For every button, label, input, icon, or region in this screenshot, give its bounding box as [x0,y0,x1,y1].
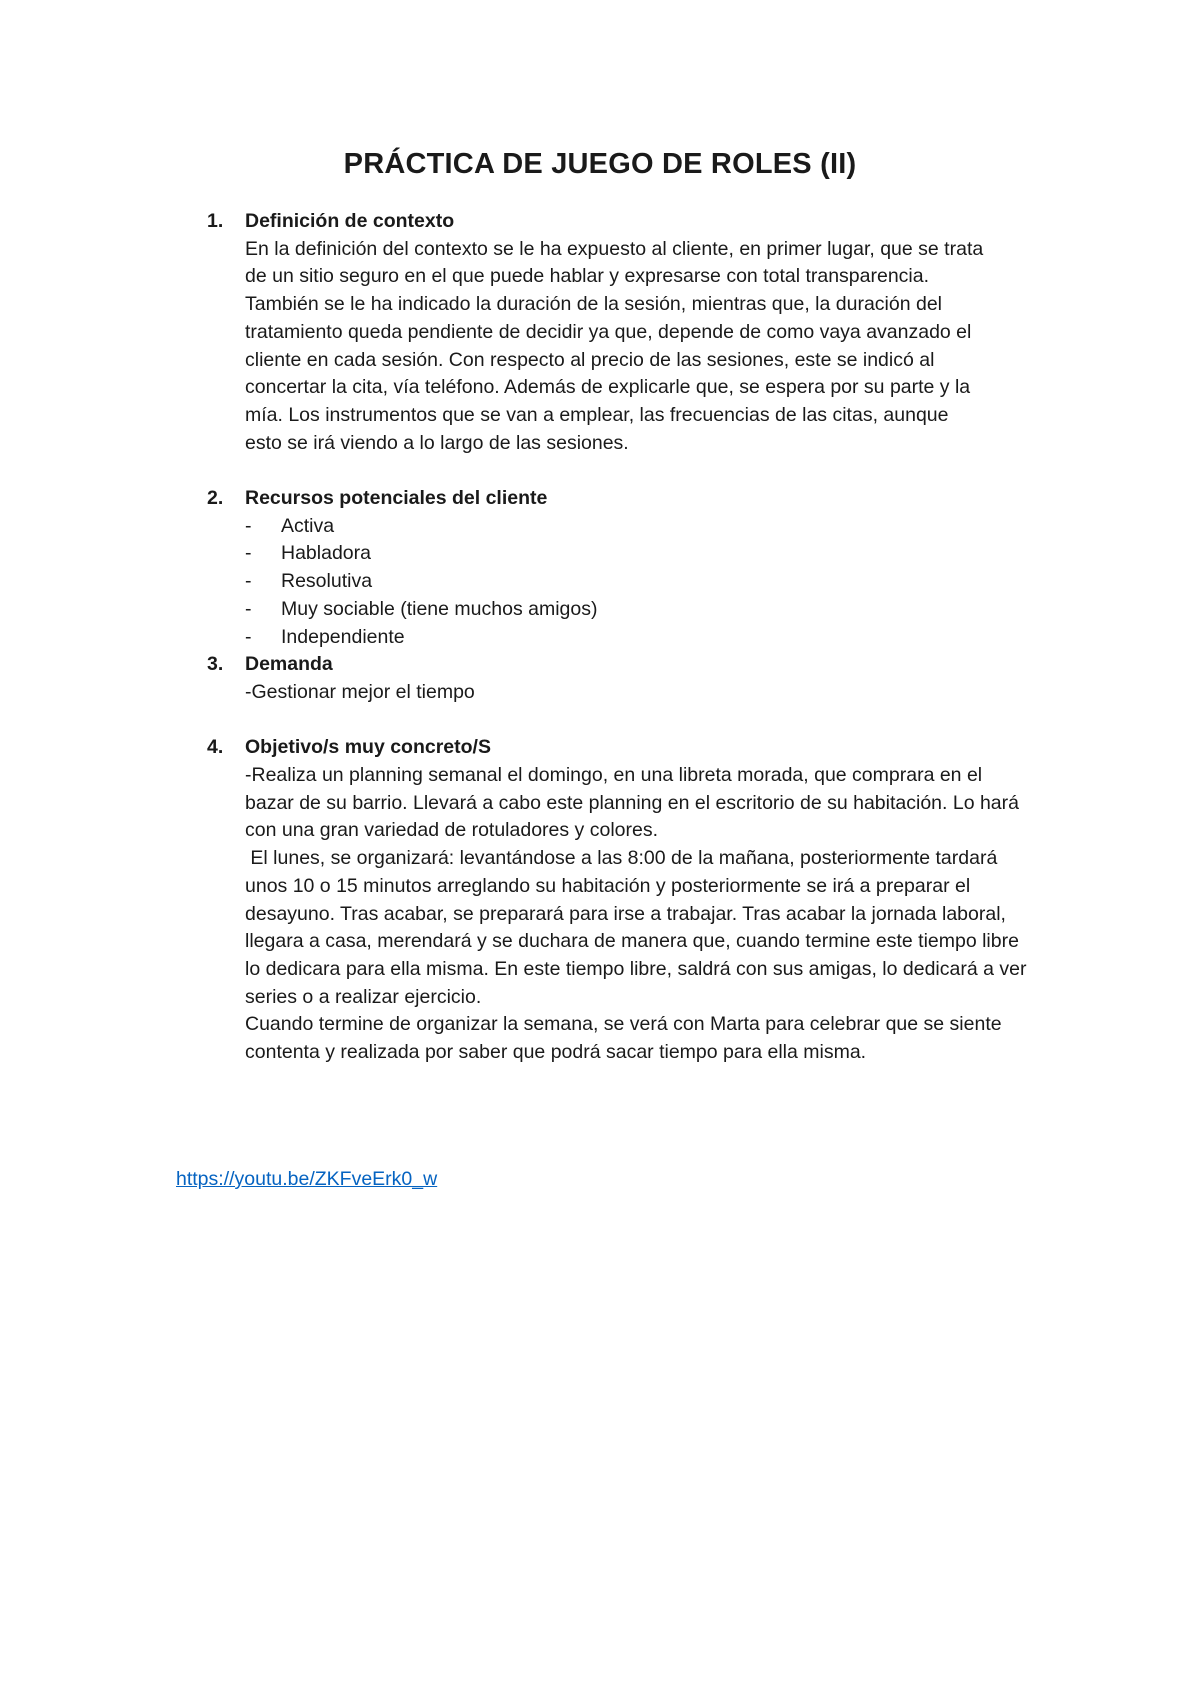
section-heading: Objetivo/s muy concreto/S [245,736,491,759]
section-number: 3. [207,653,224,676]
numbered-list [207,208,1057,1067]
section-heading: Demanda [245,653,333,676]
section-objetivos [207,734,1057,1066]
section-paragraph: El lunes, se organizará: levantándose a las 8:00 de la mañana, posteriormente tardará unos 10 o 15 minutos arreglando su habitación y posteriormente se irá a preparar el desayuno. Tras acabar, se preparará para irse a trabajar. Tras acabar la jornada laboral, llegara a casa, merendará y se duchara de manera que, cuando termine este tiempo libre lo dedicara para ella misma. En este tiempo libre, saldrá con sus amigas, lo dedicará a ver series o a realizar ejercicio. [245,847,1032,1008]
section-number: 2. [207,487,224,510]
spacer [207,457,1057,485]
section-heading: Definición de contexto [245,210,455,232]
youtube-link[interactable]: https://youtu.be/ZKFveErk0_w [176,1168,438,1190]
spacer [207,707,1057,735]
section-paragraph: Cuando termine de organizar la semana, se verá con Marta para celebrar que se siente contenta y realizada por saber que podrá sacar tiempo para ella misma. [245,1013,1002,1064]
list-item: - Muy sociable (tiene muchos amigos) [245,597,598,620]
section-paragraph: -Realiza un planning semanal el domingo, en una libreta morada, que comprara en el bazar de su barrio. Llevará a cabo este planning en el escritorio de su habitación. Lo hará con una gran variedad de rotuladores y colores. [245,764,1019,842]
section-heading: Recursos potenciales del cliente [245,487,548,510]
list-item: - Resolutiva [245,570,373,593]
page-title: PRÁCTICA DE JUEGO DE ROLES (II) [343,148,857,180]
section-number: 4. [207,736,224,759]
list-item: - Habladora [245,542,371,565]
section-recursos-potenciales [207,485,1057,651]
list-item: - Independiente [245,625,405,648]
section-demanda [207,651,1057,706]
list-item: - Activa [245,514,335,537]
section-number: 1. [207,210,224,232]
section-paragraph: -Gestionar mejor el tiempo [245,680,475,703]
resources-list [245,513,1057,652]
section-paragraph: En la definición del contexto se le ha expuesto al cliente, en primer lugar, que se trata de un sitio seguro en el que puede hablar y expresarse con total transparencia. También se le ha indicado la duración de la sesión, mientras que, la duración del tratamiento queda pendiente de decidir ya que, depende de como vaya avanzado el cliente en cada sesión. Con respecto al precio de las sesiones, este se indicó al concertar la cita, vía teléfono. Además de explicarle que, se espera por su parte y la mía. Los instrumentos que se van a emplear, las frecuencias de las citas, aunque esto se irá viendo a lo largo de las sesiones. [245,237,984,454]
section-definicion-contexto [207,208,1057,457]
